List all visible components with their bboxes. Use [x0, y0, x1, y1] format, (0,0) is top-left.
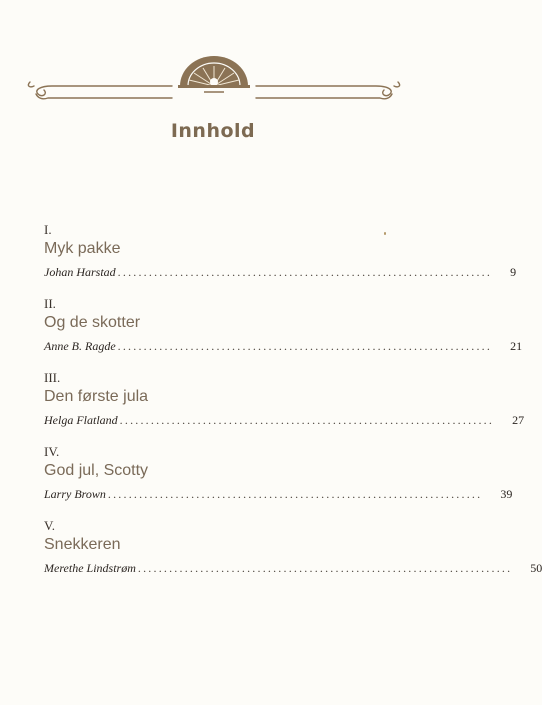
- toc-entry[interactable]: [44, 222, 517, 297]
- author-line: [44, 561, 542, 575]
- page-number: 27: [512, 413, 525, 427]
- chapter-numeral: IV.: [44, 444, 60, 459]
- author-name: Merethe Lindstrøm: [44, 561, 136, 575]
- header-ornament: [22, 52, 406, 104]
- rising-sun-icon: [178, 56, 250, 92]
- author-line: [44, 339, 523, 353]
- author-name: Helga Flatland: [44, 413, 118, 427]
- dot-leader: ........................................................................: [119, 413, 495, 427]
- story-title[interactable]: Snekkeren: [44, 536, 121, 553]
- page-number: 50: [530, 561, 542, 575]
- ink-speck: [384, 232, 386, 235]
- chapter-numeral: V.: [44, 518, 55, 533]
- toc-entry[interactable]: [44, 444, 513, 519]
- page-number: 21: [510, 339, 523, 353]
- story-title[interactable]: God jul, Scotty: [44, 462, 149, 479]
- page-title: Innhold: [170, 120, 256, 142]
- story-title[interactable]: Og de skotter: [44, 314, 141, 331]
- dot-leader: ........................................................................: [117, 339, 493, 353]
- page-number: 39: [500, 487, 513, 501]
- dot-leader: ........................................................................: [117, 265, 493, 279]
- author-line: [44, 487, 513, 501]
- author-name: Larry Brown: [44, 487, 106, 501]
- story-title[interactable]: Den første jula: [44, 388, 149, 405]
- author-line: [44, 265, 517, 279]
- author-name: Anne B. Ragde: [44, 339, 116, 353]
- dot-leader: ........................................................................: [137, 561, 513, 575]
- dot-leader: ........................................................................: [107, 487, 483, 501]
- toc-entry[interactable]: [44, 370, 525, 445]
- author-name: Johan Harstad: [44, 265, 116, 279]
- chapter-numeral: I.: [44, 222, 52, 237]
- author-line: [44, 413, 525, 427]
- table-of-contents: [44, 222, 542, 593]
- chapter-numeral: II.: [44, 296, 56, 311]
- page-number: 9: [510, 265, 517, 279]
- toc-entry[interactable]: [44, 518, 542, 593]
- toc-entry[interactable]: [44, 296, 523, 371]
- story-title[interactable]: Myk pakke: [44, 240, 121, 257]
- chapter-numeral: III.: [44, 370, 61, 385]
